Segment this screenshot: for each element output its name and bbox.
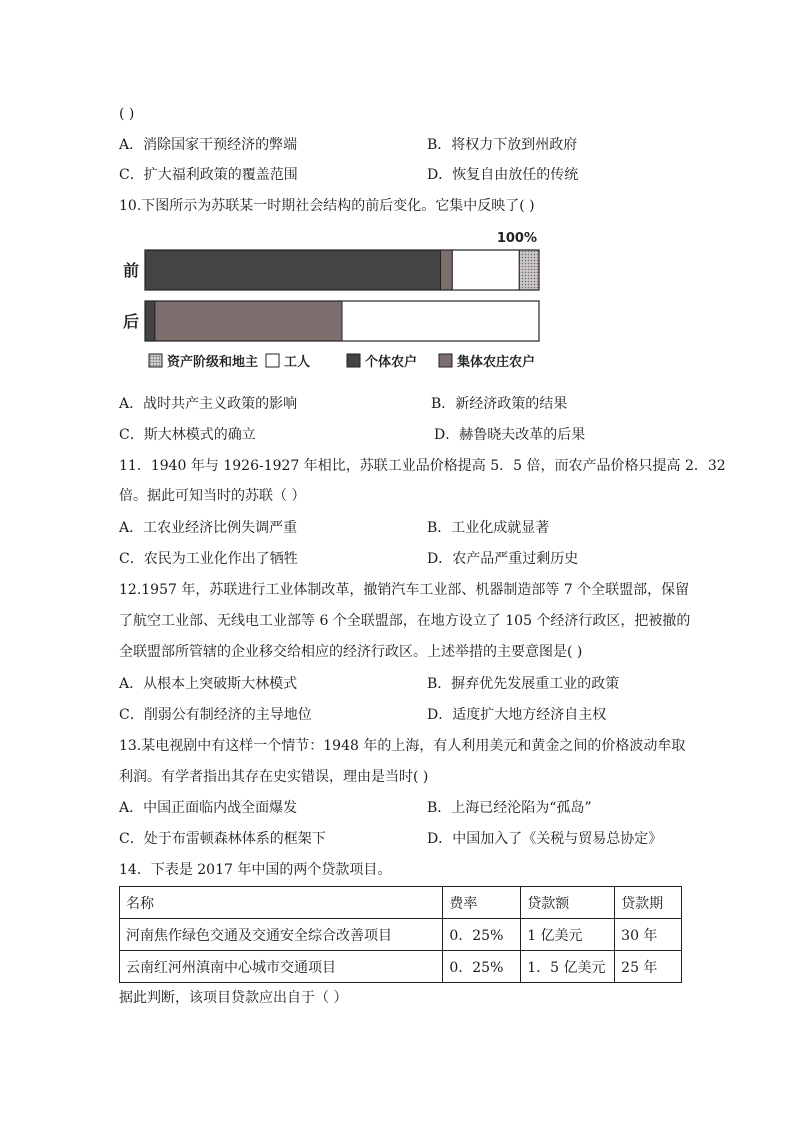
table-cell: 河南焦作绿色交通及交通安全综合改善项目 (120, 919, 443, 951)
q11-stem-line2: 倍。据此可知当时的苏联（ ） (119, 488, 306, 504)
chart-annotation: 100% (496, 231, 537, 246)
q13-option-a: A．中国正面临内战全面爆发 (119, 800, 298, 816)
table-header-cell: 贷款额 (521, 887, 615, 919)
q10-option-c: C．斯大林模式的确立 (119, 427, 256, 443)
table-header-cell: 名称 (120, 887, 443, 919)
q13-stem-line1: 13.某电视剧中有这样一个情节：1948 年的上海，有人利用美元和黄金之间的价格波动牟取 (119, 738, 686, 754)
q13-stem-line2: 利润。有学者指出其存在史实错误，理由是当时( ) (119, 769, 429, 785)
legend-label: 工人 (284, 355, 311, 370)
q12-option-c: C．削弱公有制经济的主导地位 (119, 707, 312, 723)
legend-swatch (347, 354, 360, 367)
q12-stem-line2: 了航空工业部、无线电工业部等 6 个全联盟部，在地方设立了 105 个经济行政区，把被撤的 (119, 613, 691, 629)
legend-swatch (266, 354, 279, 367)
q9-stem-tail: ( ) (119, 106, 135, 122)
table-cell: 1．5 亿美元 (521, 951, 615, 983)
bar-segment (145, 301, 155, 341)
q12-option-d: D．适度扩大地方经济自主权 (427, 707, 607, 723)
q10-stem: 10.下图所示为苏联某一时期社会结构的前后变化。它集中反映了( ) (119, 198, 535, 214)
table-cell: 25 年 (615, 951, 682, 983)
social-structure-chart-svg (119, 226, 559, 376)
table-header-cell: 费率 (443, 887, 521, 919)
table-cell: 0．25% (443, 951, 521, 983)
q9-option-b: B．将权力下放到州政府 (427, 137, 578, 153)
q13-option-c: C．处于布雷顿森林体系的框架下 (119, 831, 326, 847)
table-cell: 1 亿美元 (521, 919, 615, 951)
bar-segment (342, 301, 539, 341)
bar-segment (155, 301, 342, 341)
q14-stem: 14．下表是 2017 年中国的两个贷款项目。 (119, 862, 392, 878)
table-cell: 30 年 (615, 919, 682, 951)
q12-stem-line3: 全联盟部所管辖的企业移交给相应的经济行政区。上述举措的主要意图是( ) (119, 644, 583, 660)
q12-stem-line1: 12.1957 年，苏联进行工业体制改革，撤销汽车工业部、机器制造部等 7 个全联盟部，保留 (119, 582, 690, 598)
q12-option-b: B．摒弃优先发展重工业的政策 (427, 676, 620, 692)
q10-option-d: D．赫鲁晓夫改革的后果 (434, 427, 586, 443)
table-cell: 0．25% (443, 919, 521, 951)
q11-option-a: A．工农业经济比例失调严重 (119, 520, 298, 536)
q12-option-a: A．从根本上突破斯大林模式 (119, 676, 298, 692)
q11-stem-line1: 11．1940 年与 1926-1927 年相比，苏联工业品价格提高 5．5 倍，而农产品价格只提高 2．32 (119, 458, 726, 474)
loan-table (119, 886, 682, 983)
q13-option-d: D．中国加入了《关税与贸易总协定》 (427, 831, 663, 847)
legend-label: 个体农户 (365, 355, 418, 370)
q10-option-b: B．新经济政策的结果 (431, 396, 568, 412)
table-cell: 云南红河州滇南中心城市交通项目 (120, 951, 443, 983)
legend-swatch (149, 354, 162, 367)
bar-category-label: 前 (123, 261, 140, 280)
q10-option-a: A．战时共产主义政策的影响 (119, 396, 298, 412)
table-row (120, 919, 682, 951)
q11-option-b: B．工业化成就显著 (427, 520, 550, 536)
bar-segment (519, 250, 539, 290)
q11-option-c: C．农民为工业化作出了牺牲 (119, 551, 298, 567)
legend-swatch (439, 354, 452, 367)
bar-category-label: 后 (123, 312, 140, 331)
bar-segment (441, 250, 453, 290)
legend-label: 资产阶级和地主 (167, 355, 259, 370)
q11-option-d: D．农产品严重过剩历史 (427, 551, 579, 567)
table-header-cell: 贷款期 (615, 887, 682, 919)
legend-label: 集体农庄农户 (457, 355, 536, 370)
q14-after: 据此判断，该项目贷款应出自于（ ） (119, 990, 348, 1006)
q9-option-a: A．消除国家干预经济的弊端 (119, 137, 298, 153)
table-row (120, 951, 682, 983)
social-structure-chart (119, 226, 559, 376)
table-header-row (120, 887, 682, 919)
bar-segment (452, 250, 519, 290)
q9-option-c: C．扩大福利政策的覆盖范围 (119, 167, 298, 183)
bar-segment (145, 250, 441, 290)
q9-option-d: D．恢复自由放任的传统 (427, 167, 579, 183)
q13-option-b: B．上海已经沦陷为“孤岛” (427, 800, 592, 816)
